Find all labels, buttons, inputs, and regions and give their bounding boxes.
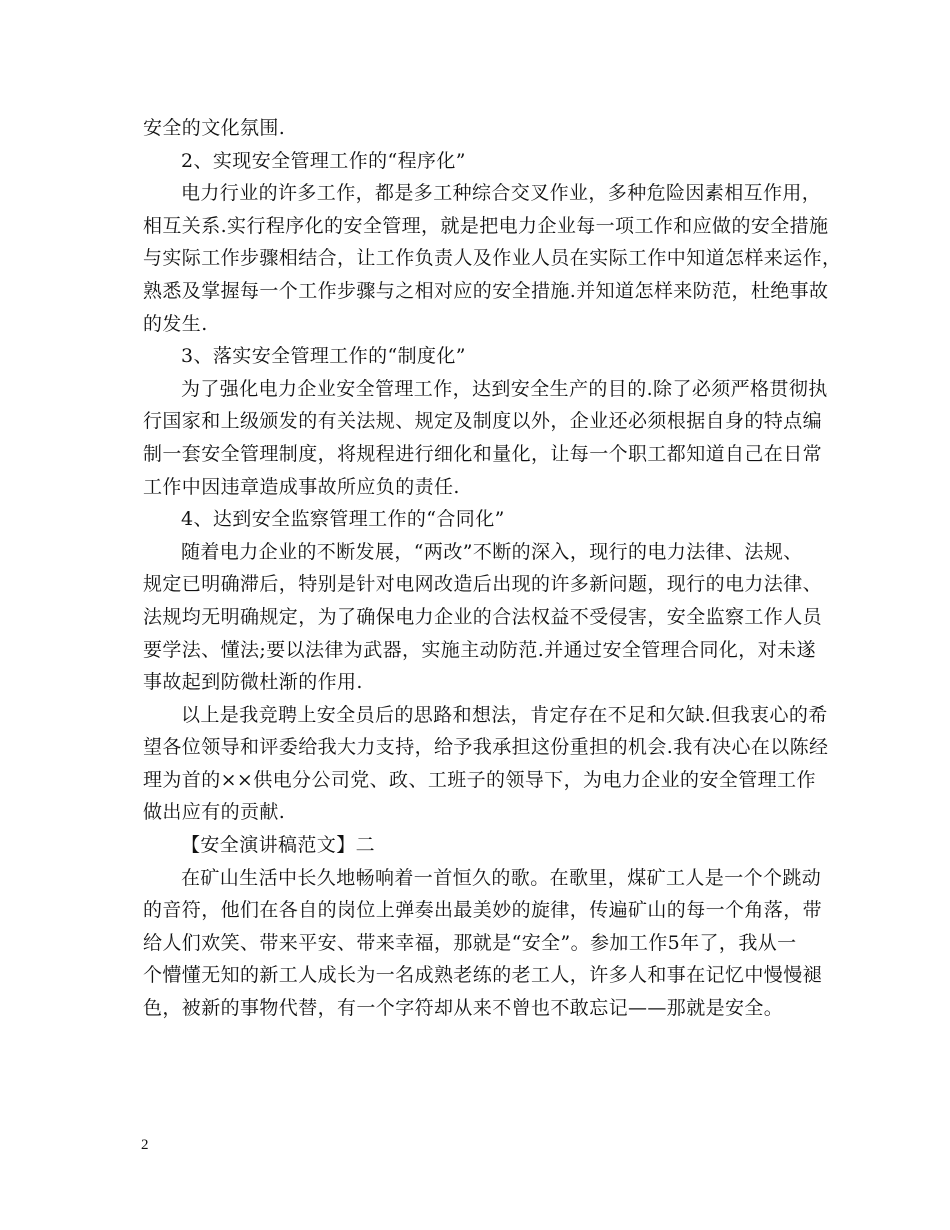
paragraph-line: 行国家和上级颁发的有关法规、规定及制度以外，企业还必须根据自身的特点编: [143, 410, 823, 433]
paragraph-line: 规定已明确滞后，特别是针对电网改造后出现的许多新问题，现行的电力法律、: [143, 573, 823, 596]
paragraph-line: 色，被新的事物代替，有一个字符却从来不曾也不敢忘记——那就是安全。: [143, 997, 784, 1020]
paragraph-line: 为了强化电力企业安全管理工作，达到安全生产的目的.除了必须严格贯彻执: [181, 377, 828, 400]
paragraph-line: 以上是我竞聘上安全员后的思路和想法，肯定存在不足和欠缺.但我衷心的希: [181, 703, 828, 726]
paragraph-line: 理为首的××供电分公司党、政、工班子的领导下，为电力企业的安全管理工作: [143, 768, 816, 791]
paragraph-line: 望各位领导和评委给我大力支持，给予我承担这份重担的机会.我有决心在以陈经: [143, 736, 829, 759]
section-heading: 4、达到安全监察管理工作的“合同化”: [181, 508, 505, 531]
paragraph-line: 工作中因违章造成事故所应负的责任.: [143, 475, 460, 498]
paragraph-line: 法规均无明确规定，为了确保电力企业的合法权益不受侵害，安全监察工作人员: [143, 605, 823, 628]
paragraph-line: 事故起到防微杜渐的作用.: [143, 671, 363, 694]
body-text: [143, 112, 842, 1025]
paragraph-line: 随着电力企业的不断发展，“两改”不断的深入，现行的电力法律、法规、: [181, 540, 803, 563]
paragraph-line: 做出应有的贡献.: [143, 801, 286, 824]
paragraph-line: 与实际工作步骤相结合，让工作负责人及作业人员在实际工作中知道怎样来运作，: [143, 247, 842, 270]
paragraph-line: 给人们欢笑、带来平安、带来幸福，那就是“安全”。参加工作5年了，我从一: [143, 931, 797, 954]
page-number: 2: [141, 1137, 149, 1153]
paragraph-line: 电力行业的许多工作，都是多工种综合交叉作业，多种危险因素相互作用，: [181, 182, 822, 205]
paragraph-line: 制一套安全管理制度，将规程进行细化和量化，让每一个职工都知道自己在日常: [143, 442, 823, 465]
paragraph-line: 在矿山生活中长久地畅响着一首恒久的歌。在歌里，煤矿工人是一个个跳动: [181, 866, 822, 889]
text-line: 安全的文化氛围.: [143, 117, 286, 139]
paragraph-line: 个懵懂无知的新工人成长为一名成熟老练的老工人，许多人和事在记忆中慢慢褪: [143, 964, 823, 987]
section-heading: 2、实现安全管理工作的“程序化”: [181, 149, 466, 172]
paragraph-line: 要学法、懂法;要以法律为武器，实施主动防范.并通过安全管理合同化，对未遂: [143, 638, 816, 661]
section-heading: 【安全演讲稿范文】二: [181, 834, 376, 857]
paragraph-line: 相互关系.实行程序化的安全管理，就是把电力企业每一项工作和应做的安全措施: [143, 214, 829, 237]
paragraph-line: 的音符，他们在各自的岗位上弹奏出最美妙的旋律，传遍矿山的每一个角落，带: [143, 899, 823, 922]
paragraph-line: 的发生.: [143, 312, 208, 335]
paragraph-line: 熟悉及掌握每一个工作步骤与之相对应的安全措施.并知道怎样来防范，杜绝事故: [143, 279, 829, 302]
section-heading: 3、落实安全管理工作的“制度化”: [181, 345, 466, 368]
